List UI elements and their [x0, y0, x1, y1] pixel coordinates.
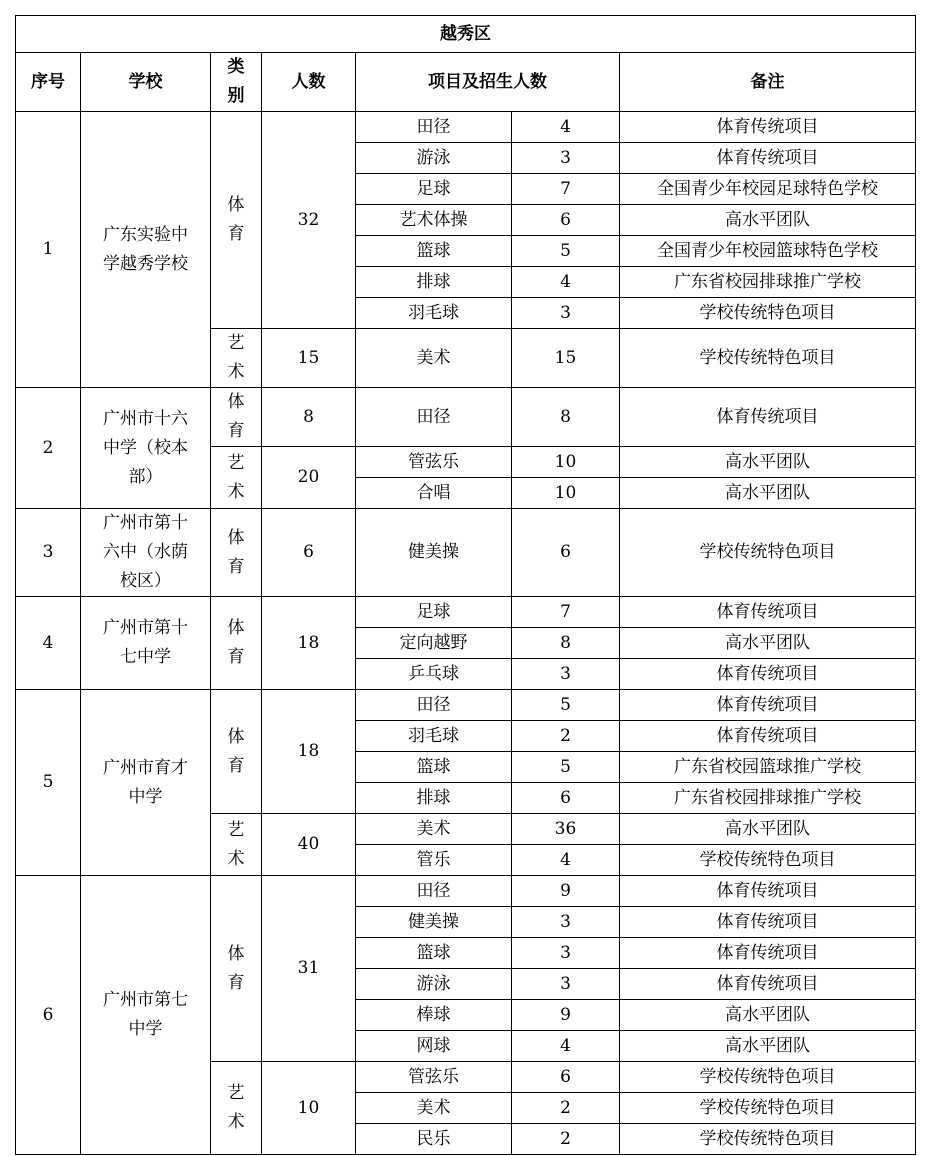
item-remark: 高水平团队 — [620, 1000, 916, 1031]
group-count: 32 — [262, 112, 356, 329]
item-count: 3 — [512, 907, 620, 938]
group-count: 10 — [262, 1062, 356, 1155]
item-name: 健美操 — [356, 907, 512, 938]
school-number: 2 — [16, 388, 81, 509]
category-cell: 体育 — [211, 690, 262, 814]
item-remark: 学校传统特色项目 — [620, 1124, 916, 1155]
item-remark: 高水平团队 — [620, 447, 916, 478]
item-name: 排球 — [356, 783, 512, 814]
item-remark: 高水平团队 — [620, 205, 916, 236]
item-name: 棒球 — [356, 1000, 512, 1031]
item-count: 2 — [512, 721, 620, 752]
item-count: 10 — [512, 478, 620, 509]
item-count: 3 — [512, 938, 620, 969]
item-remark: 全国青少年校园篮球特色学校 — [620, 236, 916, 267]
table-row — [16, 112, 916, 143]
table-title: 越秀区 — [16, 16, 916, 53]
item-remark: 学校传统特色项目 — [620, 329, 916, 388]
school-name: 广州市第七中学 — [81, 876, 211, 1155]
school-name: 广州市育才中学 — [81, 690, 211, 876]
item-name: 游泳 — [356, 969, 512, 1000]
item-remark: 体育传统项目 — [620, 112, 916, 143]
item-name: 美术 — [356, 814, 512, 845]
item-remark: 学校传统特色项目 — [620, 1093, 916, 1124]
item-name: 美术 — [356, 329, 512, 388]
item-remark: 学校传统特色项目 — [620, 509, 916, 597]
header-count: 人数 — [262, 53, 356, 112]
item-name: 管弦乐 — [356, 1062, 512, 1093]
item-remark: 体育传统项目 — [620, 690, 916, 721]
group-count: 31 — [262, 876, 356, 1062]
item-count: 5 — [512, 690, 620, 721]
group-count: 6 — [262, 509, 356, 597]
school-number: 3 — [16, 509, 81, 597]
item-count: 6 — [512, 783, 620, 814]
item-name: 健美操 — [356, 509, 512, 597]
group-count: 20 — [262, 447, 356, 509]
item-name: 足球 — [356, 597, 512, 628]
school-name: 广州市十六中学（校本部） — [81, 388, 211, 509]
item-remark: 体育传统项目 — [620, 876, 916, 907]
item-count: 6 — [512, 1062, 620, 1093]
item-name: 管弦乐 — [356, 447, 512, 478]
item-remark: 全国青少年校园足球特色学校 — [620, 174, 916, 205]
item-remark: 高水平团队 — [620, 814, 916, 845]
item-count: 7 — [512, 174, 620, 205]
school-name: 广东实验中学越秀学校 — [81, 112, 211, 388]
item-name: 田径 — [356, 876, 512, 907]
item-count: 9 — [512, 876, 620, 907]
item-remark: 体育传统项目 — [620, 659, 916, 690]
item-count: 3 — [512, 659, 620, 690]
item-remark: 体育传统项目 — [620, 938, 916, 969]
item-count: 4 — [512, 845, 620, 876]
table-row — [16, 876, 916, 907]
item-name: 定向越野 — [356, 628, 512, 659]
item-name: 网球 — [356, 1031, 512, 1062]
header-category: 类别 — [211, 53, 262, 112]
item-count: 4 — [512, 112, 620, 143]
item-remark: 广东省校园排球推广学校 — [620, 783, 916, 814]
item-count: 2 — [512, 1124, 620, 1155]
item-count: 15 — [512, 329, 620, 388]
item-name: 篮球 — [356, 752, 512, 783]
item-remark: 广东省校园篮球推广学校 — [620, 752, 916, 783]
header-no: 序号 — [16, 53, 81, 112]
category-cell: 体育 — [211, 388, 262, 447]
item-name: 足球 — [356, 174, 512, 205]
item-name: 田径 — [356, 690, 512, 721]
item-count: 5 — [512, 236, 620, 267]
group-count: 15 — [262, 329, 356, 388]
item-name: 排球 — [356, 267, 512, 298]
category-cell: 艺术 — [211, 329, 262, 388]
school-number: 6 — [16, 876, 81, 1155]
item-count: 6 — [512, 205, 620, 236]
item-count: 8 — [512, 388, 620, 447]
item-count: 9 — [512, 1000, 620, 1031]
item-remark: 广东省校园排球推广学校 — [620, 267, 916, 298]
group-count: 8 — [262, 388, 356, 447]
item-remark: 体育传统项目 — [620, 597, 916, 628]
category-cell: 艺术 — [211, 447, 262, 509]
item-count: 3 — [512, 969, 620, 1000]
item-name: 游泳 — [356, 143, 512, 174]
school-number: 1 — [16, 112, 81, 388]
item-remark: 高水平团队 — [620, 478, 916, 509]
item-remark: 体育传统项目 — [620, 907, 916, 938]
item-count: 36 — [512, 814, 620, 845]
item-remark: 学校传统特色项目 — [620, 1062, 916, 1093]
category-cell: 艺术 — [211, 1062, 262, 1155]
item-name: 乒乓球 — [356, 659, 512, 690]
school-number: 5 — [16, 690, 81, 876]
group-count: 40 — [262, 814, 356, 876]
category-cell: 体育 — [211, 509, 262, 597]
item-name: 篮球 — [356, 938, 512, 969]
admissions-table — [15, 15, 916, 1155]
item-name: 田径 — [356, 112, 512, 143]
item-count: 6 — [512, 509, 620, 597]
table-row — [16, 597, 916, 628]
item-remark: 体育传统项目 — [620, 143, 916, 174]
item-name: 田径 — [356, 388, 512, 447]
item-remark: 高水平团队 — [620, 1031, 916, 1062]
school-name: 广州市第十六中（水荫校区） — [81, 509, 211, 597]
category-cell: 体育 — [211, 876, 262, 1062]
item-name: 羽毛球 — [356, 721, 512, 752]
item-remark: 体育传统项目 — [620, 721, 916, 752]
table-row — [16, 690, 916, 721]
category-cell: 体育 — [211, 597, 262, 690]
item-count: 2 — [512, 1093, 620, 1124]
school-name: 广州市第十七中学 — [81, 597, 211, 690]
table-row — [16, 388, 916, 447]
item-name: 美术 — [356, 1093, 512, 1124]
item-name: 艺术体操 — [356, 205, 512, 236]
group-count: 18 — [262, 597, 356, 690]
header-remark: 备注 — [620, 53, 916, 112]
header-school: 学校 — [81, 53, 211, 112]
item-count: 5 — [512, 752, 620, 783]
item-name: 合唱 — [356, 478, 512, 509]
category-cell: 体育 — [211, 112, 262, 329]
item-count: 8 — [512, 628, 620, 659]
header-items: 项目及招生人数 — [356, 53, 620, 112]
item-count: 4 — [512, 267, 620, 298]
item-remark: 体育传统项目 — [620, 969, 916, 1000]
item-count: 10 — [512, 447, 620, 478]
item-name: 篮球 — [356, 236, 512, 267]
school-number: 4 — [16, 597, 81, 690]
item-name: 羽毛球 — [356, 298, 512, 329]
item-count: 3 — [512, 143, 620, 174]
item-remark: 体育传统项目 — [620, 388, 916, 447]
item-count: 4 — [512, 1031, 620, 1062]
item-name: 管乐 — [356, 845, 512, 876]
item-remark: 学校传统特色项目 — [620, 298, 916, 329]
table-row — [16, 509, 916, 597]
item-remark: 高水平团队 — [620, 628, 916, 659]
group-count: 18 — [262, 690, 356, 814]
table-body — [16, 112, 916, 1155]
item-count: 7 — [512, 597, 620, 628]
category-cell: 艺术 — [211, 814, 262, 876]
item-remark: 学校传统特色项目 — [620, 845, 916, 876]
item-name: 民乐 — [356, 1124, 512, 1155]
item-count: 3 — [512, 298, 620, 329]
